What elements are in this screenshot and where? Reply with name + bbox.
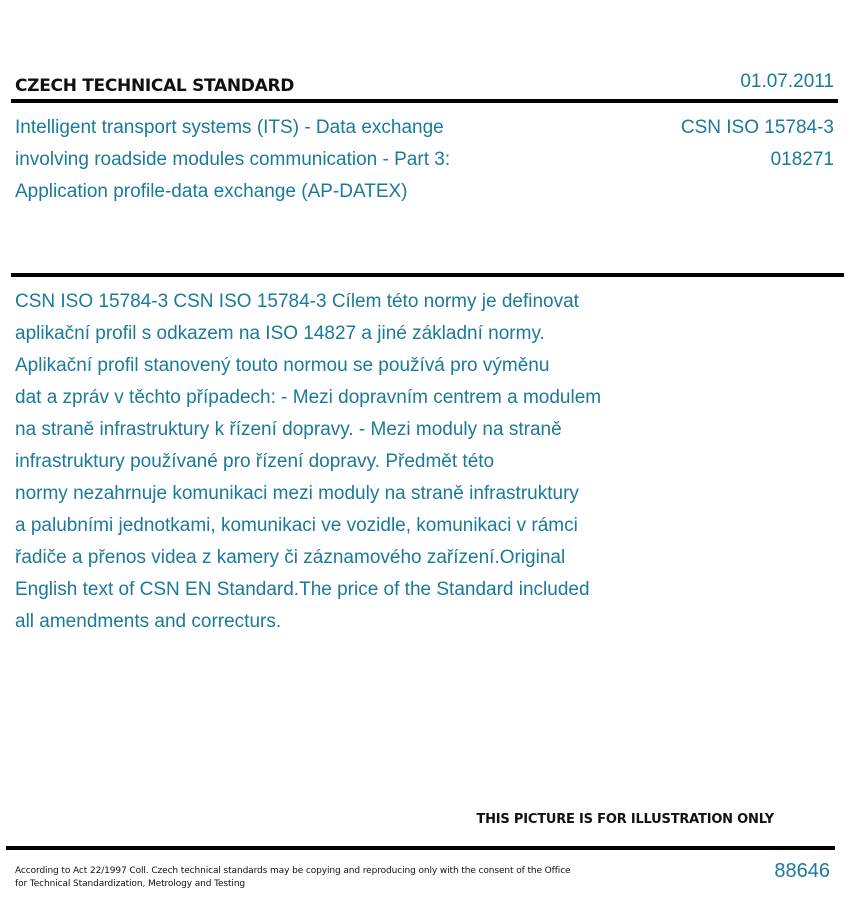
- legal-notice-line-1: According to Act 22/1997 Coll. Czech technical standards may be copying and reproducing only with the consent of the Office: [15, 866, 571, 876]
- footer-divider: [6, 846, 835, 850]
- standard-description: CSN ISO 15784-3 CSN ISO 15784-3 Cílem této normy je definovat aplikační profil s odkazem na ISO 14827 a jiné základní normy. Aplikační profil stanovený touto normou se používá pro výměnu dat a zpráv v těchto případech: - Mezi dopravním centrem a modulem na straně infrastruktury k řízení dopravy. - Mezi moduly na straně infrastruktury používané pro řízení dopravy. Předmět této normy nezahrnuje komunikaci mezi moduly na straně infrastruktury a palubními jednotkami, komunikaci ve vozidle, komunikaci v rámci řadiče a přenos videa z kamery či záznamového zařízení.Original English text of CSN EN Standard.The price of the Standard included all amendments and correcturs.: [15, 291, 602, 632]
- title-divider: [11, 273, 844, 277]
- footer-number: 88646: [774, 860, 830, 882]
- catalog-number: 018271: [770, 149, 834, 170]
- legal-notice: [15, 865, 595, 891]
- header-divider: [11, 99, 838, 103]
- standard-number: CSN ISO 15784-3: [680, 117, 834, 138]
- publication-date: 01.07.2011: [740, 71, 834, 92]
- legal-notice-line-2: for Technical Standardization, Metrology and Testing: [15, 879, 246, 889]
- illustration-note: THIS PICTURE IS FOR ILLUSTRATION ONLY: [476, 812, 774, 827]
- title-line-3: Application profile-data exchange (AP-DATEX): [15, 181, 408, 202]
- title-line-2: involving roadside modules communication - Part 3:: [15, 149, 451, 170]
- title-line-1: Intelligent transport systems (ITS) - Data exchange: [15, 117, 444, 138]
- document-type-label: CZECH TECHNICAL STANDARD: [15, 76, 295, 96]
